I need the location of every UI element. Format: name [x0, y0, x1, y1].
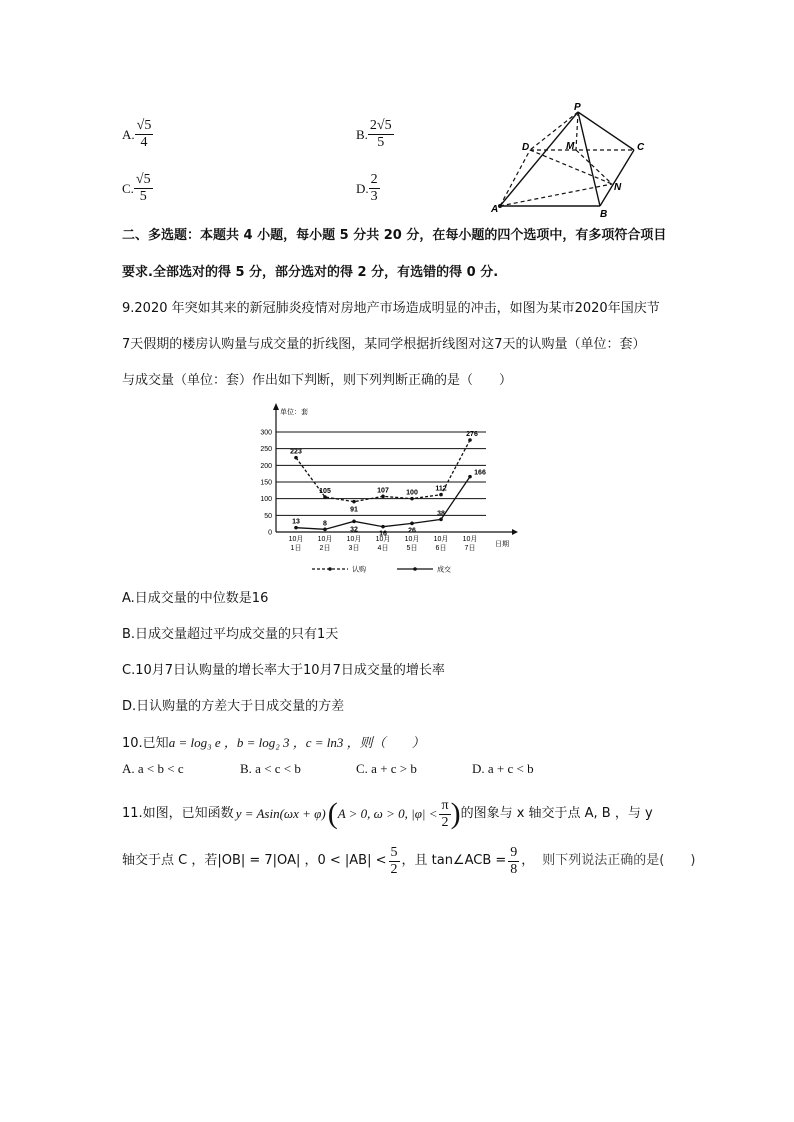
series-point-认购-5: [439, 493, 443, 497]
series-point-成交-4: [410, 522, 414, 526]
series-point-成交-0: [294, 526, 298, 530]
q11-line1-suffix: 的图象与 x 轴交于点 A, B ，与 y: [460, 806, 653, 821]
legend-marker-成交: [413, 567, 417, 571]
x-tick-10月7日: [463, 535, 478, 552]
q9-option-c: C.10月7日认购量的增长率大于10月7日成交量的增长率: [122, 663, 445, 678]
edge-ad: [500, 150, 530, 206]
section2-line2: 要求.全部选对的得 5 分，部分选对的得 2 分，有选错的得 0 分.: [122, 265, 499, 280]
x-tick-line: 7日: [464, 545, 476, 552]
series-point-成交-1: [323, 528, 327, 532]
q8-option-b-fraction: [368, 118, 394, 151]
x-tick-line: 10月: [346, 536, 362, 543]
q11-line2-comma: ，: [521, 853, 535, 868]
series-point-认购-0: [294, 456, 298, 460]
q8-option-c-label: C.: [122, 180, 134, 196]
x-tick-line: 10月: [375, 536, 391, 543]
q8-option-d-denominator: 3: [370, 189, 378, 204]
q8-option-b: [356, 118, 394, 151]
q10-option-b: B. a < c < b: [240, 761, 301, 776]
y-axis-arrow: [273, 403, 279, 410]
x-tick-line: 10月: [433, 536, 449, 543]
q11-ab-numerator: 5: [390, 844, 398, 860]
q11-ab-fraction: [389, 845, 400, 878]
q9-line1: 9.2020 年突如其来的新冠肺炎疫情对房地产市场造成明显的冲击，如图为某市2020年国庆节: [122, 301, 660, 316]
legend-label-认购: 认购: [352, 566, 366, 574]
series-point-成交-5: [439, 518, 443, 522]
x-tick-line: 10月: [404, 536, 420, 543]
edge-pb: [578, 112, 600, 206]
q8-option-b-label: B.: [356, 126, 368, 142]
data-label-成交-1: 8: [323, 520, 327, 528]
q8-option-a-denominator: 4: [140, 135, 148, 150]
q11-line2-prefix: 轴交于点 C ，若|OB| = 7|OA| ，0 < |AB| <: [122, 853, 387, 868]
q11-line1: [122, 794, 653, 834]
q9-option-d: D.日认购量的方差大于日成交量的方差: [122, 699, 345, 714]
y-tick-100: 100: [260, 496, 272, 504]
y-tick-200: 200: [260, 462, 272, 470]
label-n: N: [614, 182, 622, 193]
q10-option-d: D. a + c < b: [472, 761, 534, 776]
data-label-认购-2: 91: [350, 506, 358, 514]
data-label-认购-5: 112: [435, 485, 447, 493]
chart-legend: [312, 565, 451, 574]
y-tick-300: 300: [260, 429, 272, 437]
q11-line2-mid: ，且 tan∠ACB =: [401, 853, 507, 868]
label-c: C: [637, 142, 645, 153]
q11-condition: A > 0, ω > 0, |φ| <: [337, 806, 438, 821]
q8-option-d: [356, 172, 380, 205]
q8-option-a-numerator: √5: [136, 118, 152, 133]
edge-bc: [600, 150, 634, 206]
q11-line2-question: 则下列说法正确的是( ): [542, 853, 696, 868]
q10-option-c: C. a + c > b: [356, 761, 417, 776]
x-tick-10月6日: [434, 535, 449, 552]
data-label-成交-4: 26: [408, 527, 416, 535]
x-tick-line: 6日: [435, 545, 447, 552]
q11-pi-fraction: [439, 798, 450, 831]
legend-marker-认购: [328, 567, 332, 571]
series-point-成交-6: [468, 475, 472, 479]
x-axis-arrow: [512, 529, 518, 535]
q11-pi-denominator: 2: [441, 814, 449, 830]
chart-y-axis-label: 单位：套: [280, 409, 308, 416]
edge-pm: [576, 112, 578, 150]
q11-tan-denominator: 8: [510, 861, 518, 877]
x-tick-line: 1日: [290, 545, 302, 552]
point-a: [498, 204, 502, 208]
series-point-认购-2: [352, 500, 356, 504]
x-tick-10月5日: [405, 535, 420, 552]
q9-line3: 与成交量（单位：套）作出如下判断，则下列判断正确的是（ ）: [122, 373, 513, 388]
chart-grid: [276, 432, 486, 518]
legend-label-成交: 成交: [437, 566, 451, 574]
data-label-成交-3: 16: [379, 530, 387, 538]
chart-series: [290, 431, 486, 538]
q11-paren-open: (: [327, 797, 338, 830]
edge-pc: [578, 112, 634, 150]
q9-line2: 7天假期的楼房认购量与成交量的折线图，某同学根据折线图对这7天的认购量（单位：套）: [122, 337, 646, 352]
q8-option-b-numerator: 2√5: [369, 118, 392, 133]
q8-option-d-label: D.: [356, 180, 369, 196]
q11-pi-numerator: π: [441, 797, 449, 813]
q8-option-c-fraction: [134, 172, 153, 205]
data-label-成交-5: 38: [437, 510, 445, 518]
q11-tan-fraction: [508, 845, 519, 878]
q11-line2: [122, 844, 695, 878]
section2-line1: 二、多选题：本题共 4 小题，每小题 5 分共 20 分，在每小题的四个选项中，有多项符合项目: [122, 228, 667, 243]
q8-option-d-fraction: [369, 172, 380, 205]
q11-function: y = Asin(ωx + φ): [235, 806, 326, 821]
series-point-认购-3: [381, 495, 385, 499]
q8-option-b-denominator: 5: [377, 135, 385, 150]
label-d: D: [522, 142, 530, 153]
data-label-认购-1: 105: [319, 488, 331, 495]
q9-option-a: A.日成交量的中位数是16: [122, 591, 269, 606]
chart-x-axis-label: 日期: [495, 541, 509, 548]
data-label-认购-0: 223: [290, 448, 302, 456]
x-tick-line: 4日: [377, 545, 389, 552]
y-tick-50: 50: [264, 512, 272, 520]
chart-y-tick-labels: [260, 430, 272, 537]
series-point-认购-6: [468, 438, 472, 442]
q11-tan-numerator: 9: [510, 844, 518, 860]
x-tick-line: 2日: [319, 545, 331, 552]
y-tick-250: 250: [260, 446, 272, 454]
edge-pa: [500, 112, 578, 206]
x-tick-line: 10月: [317, 536, 333, 543]
x-tick-line: 5日: [406, 545, 418, 552]
y-tick-0: 0: [268, 529, 272, 537]
q9-line-chart: [250, 400, 530, 580]
q8-option-d-numerator: 2: [370, 172, 378, 187]
series-point-成交-2: [352, 520, 356, 524]
x-tick-10月2日: [318, 535, 333, 552]
y-tick-150: 150: [260, 479, 272, 487]
x-tick-line: 3日: [348, 545, 360, 552]
q11-ab-denominator: 2: [390, 861, 398, 877]
label-m: M: [566, 141, 575, 152]
x-tick-10月1日: [289, 535, 304, 552]
series-point-认购-1: [323, 495, 327, 499]
q11-paren-close: ): [450, 797, 461, 830]
label-p: P: [574, 102, 581, 113]
q8-option-c-denominator: 5: [139, 189, 147, 204]
q8-option-a-label: A.: [122, 126, 135, 142]
q10-option-a: A. a < b < c: [122, 761, 184, 776]
x-tick-line: 10月: [288, 536, 304, 543]
q8-option-a-fraction: [135, 118, 154, 151]
data-label-成交-6: 166: [474, 469, 486, 477]
q8-option-c: [122, 172, 153, 205]
label-b: B: [600, 209, 608, 220]
series-point-认购-4: [410, 497, 414, 501]
data-label-成交-0: 13: [292, 518, 300, 526]
data-label-认购-6: 276: [466, 431, 478, 438]
data-label-认购-3: 107: [377, 487, 389, 495]
data-label-成交-2: 32: [350, 526, 358, 534]
q10-stem-prefix: 10.已知: [122, 736, 169, 751]
q8-pyramid-figure: [488, 100, 648, 220]
q8-option-c-numerator: √5: [135, 172, 151, 187]
series-point-成交-3: [381, 525, 385, 529]
q8-option-a: [122, 118, 153, 151]
q11-line1-prefix: 11.如图，已知函数: [122, 806, 234, 821]
q10-stem: [122, 734, 425, 753]
x-tick-10月3日: [347, 535, 362, 552]
q9-option-b: B.日成交量超过平均成交量的只有1天: [122, 627, 339, 642]
label-a: A: [491, 204, 499, 215]
q10-stem-math: a = log₃ e ，b = log₂ 3 ，c = ln3 ，则（ ）: [168, 735, 425, 750]
data-label-认购-4: 100: [406, 489, 418, 497]
x-tick-line: 10月: [462, 536, 478, 543]
